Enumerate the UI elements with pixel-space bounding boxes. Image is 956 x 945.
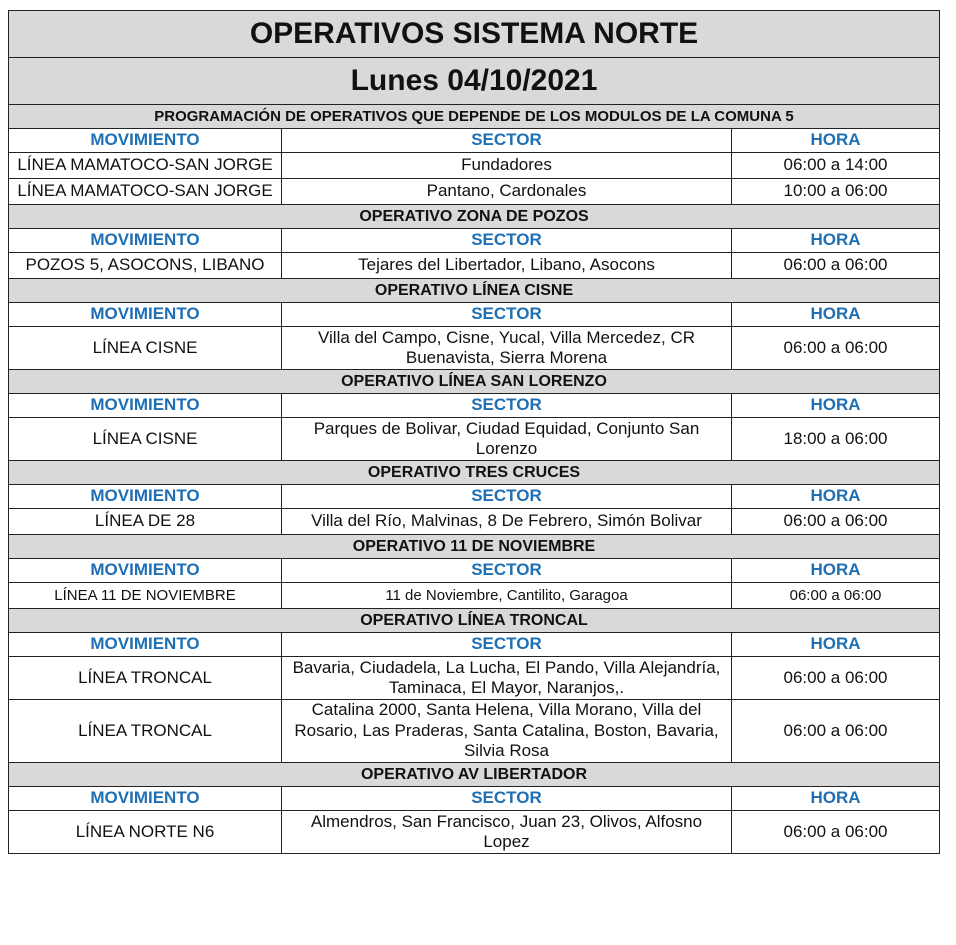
column-header-hora: HORA xyxy=(732,787,940,811)
cell-movimiento: POZOS 5, ASOCONS, LIBANO xyxy=(9,253,282,279)
table-row xyxy=(9,253,940,279)
column-header-hora: HORA xyxy=(732,633,940,657)
cell-hora: 10:00 a 06:00 xyxy=(732,179,940,205)
cell-sector: Almendros, San Francisco, Juan 23, Olivos, Alfosno Lopez xyxy=(282,811,732,854)
cell-movimiento: LÍNEA DE 28 xyxy=(9,509,282,535)
section-heading: OPERATIVO ZONA DE POZOS xyxy=(9,205,940,229)
cell-movimiento: LÍNEA TRONCAL xyxy=(9,700,282,763)
cell-hora: 06:00 a 06:00 xyxy=(732,253,940,279)
table-row xyxy=(9,583,940,609)
section-heading: OPERATIVO AV LIBERTADOR xyxy=(9,763,940,787)
column-header-hora: HORA xyxy=(732,394,940,418)
column-header-sector: SECTOR xyxy=(282,787,732,811)
column-header-movimiento: MOVIMIENTO xyxy=(9,129,282,153)
cell-movimiento: LÍNEA MAMATOCO-SAN JORGE xyxy=(9,179,282,205)
column-header-sector: SECTOR xyxy=(282,559,732,583)
cell-hora: 06:00 a 06:00 xyxy=(732,700,940,763)
page-title: OPERATIVOS SISTEMA NORTE xyxy=(9,11,940,58)
cell-hora: 06:00 a 14:00 xyxy=(732,153,940,179)
section-heading: OPERATIVO LÍNEA SAN LORENZO xyxy=(9,370,940,394)
cell-movimiento: LÍNEA NORTE N6 xyxy=(9,811,282,854)
cell-movimiento: LÍNEA MAMATOCO-SAN JORGE xyxy=(9,153,282,179)
column-header-sector: SECTOR xyxy=(282,485,732,509)
column-header-sector: SECTOR xyxy=(282,633,732,657)
cell-sector: Parques de Bolivar, Ciudad Equidad, Conjunto San Lorenzo xyxy=(282,418,732,461)
table-row xyxy=(9,657,940,700)
table-row xyxy=(9,418,940,461)
cell-hora: 06:00 a 06:00 xyxy=(732,657,940,700)
section-heading: OPERATIVO TRES CRUCES xyxy=(9,461,940,485)
column-header-hora: HORA xyxy=(732,559,940,583)
cell-sector: Tejares del Libertador, Libano, Asocons xyxy=(282,253,732,279)
cell-hora: 06:00 a 06:00 xyxy=(732,811,940,854)
cell-sector: Fundadores xyxy=(282,153,732,179)
column-header-movimiento: MOVIMIENTO xyxy=(9,485,282,509)
table-row xyxy=(9,509,940,535)
cell-sector: Villa del Campo, Cisne, Yucal, Villa Mercedez, CR Buenavista, Sierra Morena xyxy=(282,327,732,370)
section-heading: PROGRAMACIÓN DE OPERATIVOS QUE DEPENDE DE LOS MODULOS DE LA COMUNA 5 xyxy=(9,105,940,129)
section-heading: OPERATIVO 11 DE NOVIEMBRE xyxy=(9,535,940,559)
section-heading: OPERATIVO LÍNEA TRONCAL xyxy=(9,609,940,633)
column-header-sector: SECTOR xyxy=(282,303,732,327)
cell-movimiento: LÍNEA CISNE xyxy=(9,418,282,461)
table-row xyxy=(9,179,940,205)
column-header-movimiento: MOVIMIENTO xyxy=(9,394,282,418)
column-header-sector: SECTOR xyxy=(282,129,732,153)
cell-hora: 06:00 a 06:00 xyxy=(732,509,940,535)
cell-movimiento: LÍNEA 11 DE NOVIEMBRE xyxy=(9,583,282,609)
column-header-sector: SECTOR xyxy=(282,394,732,418)
section-heading: OPERATIVO LÍNEA CISNE xyxy=(9,279,940,303)
column-header-hora: HORA xyxy=(732,303,940,327)
column-header-movimiento: MOVIMIENTO xyxy=(9,229,282,253)
table-row xyxy=(9,700,940,763)
table-row xyxy=(9,811,940,854)
cell-movimiento: LÍNEA TRONCAL xyxy=(9,657,282,700)
cell-sector: 11 de Noviembre, Cantilito, Garagoa xyxy=(282,583,732,609)
column-header-sector: SECTOR xyxy=(282,229,732,253)
cell-hora: 06:00 a 06:00 xyxy=(732,327,940,370)
operativos-table xyxy=(8,10,940,854)
column-header-hora: HORA xyxy=(732,229,940,253)
column-header-hora: HORA xyxy=(732,485,940,509)
cell-movimiento: LÍNEA CISNE xyxy=(9,327,282,370)
table-row xyxy=(9,153,940,179)
cell-hora: 06:00 a 06:00 xyxy=(732,583,940,609)
cell-hora: 18:00 a 06:00 xyxy=(732,418,940,461)
cell-sector: Villa del Río, Malvinas, 8 De Febrero, Simón Bolivar xyxy=(282,509,732,535)
column-header-movimiento: MOVIMIENTO xyxy=(9,633,282,657)
cell-sector: Catalina 2000, Santa Helena, Villa Morano, Villa del Rosario, Las Praderas, Santa Catalina, Boston, Bavaria, Silvia Rosa xyxy=(282,700,732,763)
cell-sector: Pantano, Cardonales xyxy=(282,179,732,205)
date-heading: Lunes 04/10/2021 xyxy=(9,58,940,105)
column-header-movimiento: MOVIMIENTO xyxy=(9,303,282,327)
column-header-hora: HORA xyxy=(732,129,940,153)
column-header-movimiento: MOVIMIENTO xyxy=(9,559,282,583)
column-header-movimiento: MOVIMIENTO xyxy=(9,787,282,811)
table-row xyxy=(9,327,940,370)
cell-sector: Bavaria, Ciudadela, La Lucha, El Pando, Villa Alejandría, Taminaca, El Mayor, Naranjos,. xyxy=(282,657,732,700)
